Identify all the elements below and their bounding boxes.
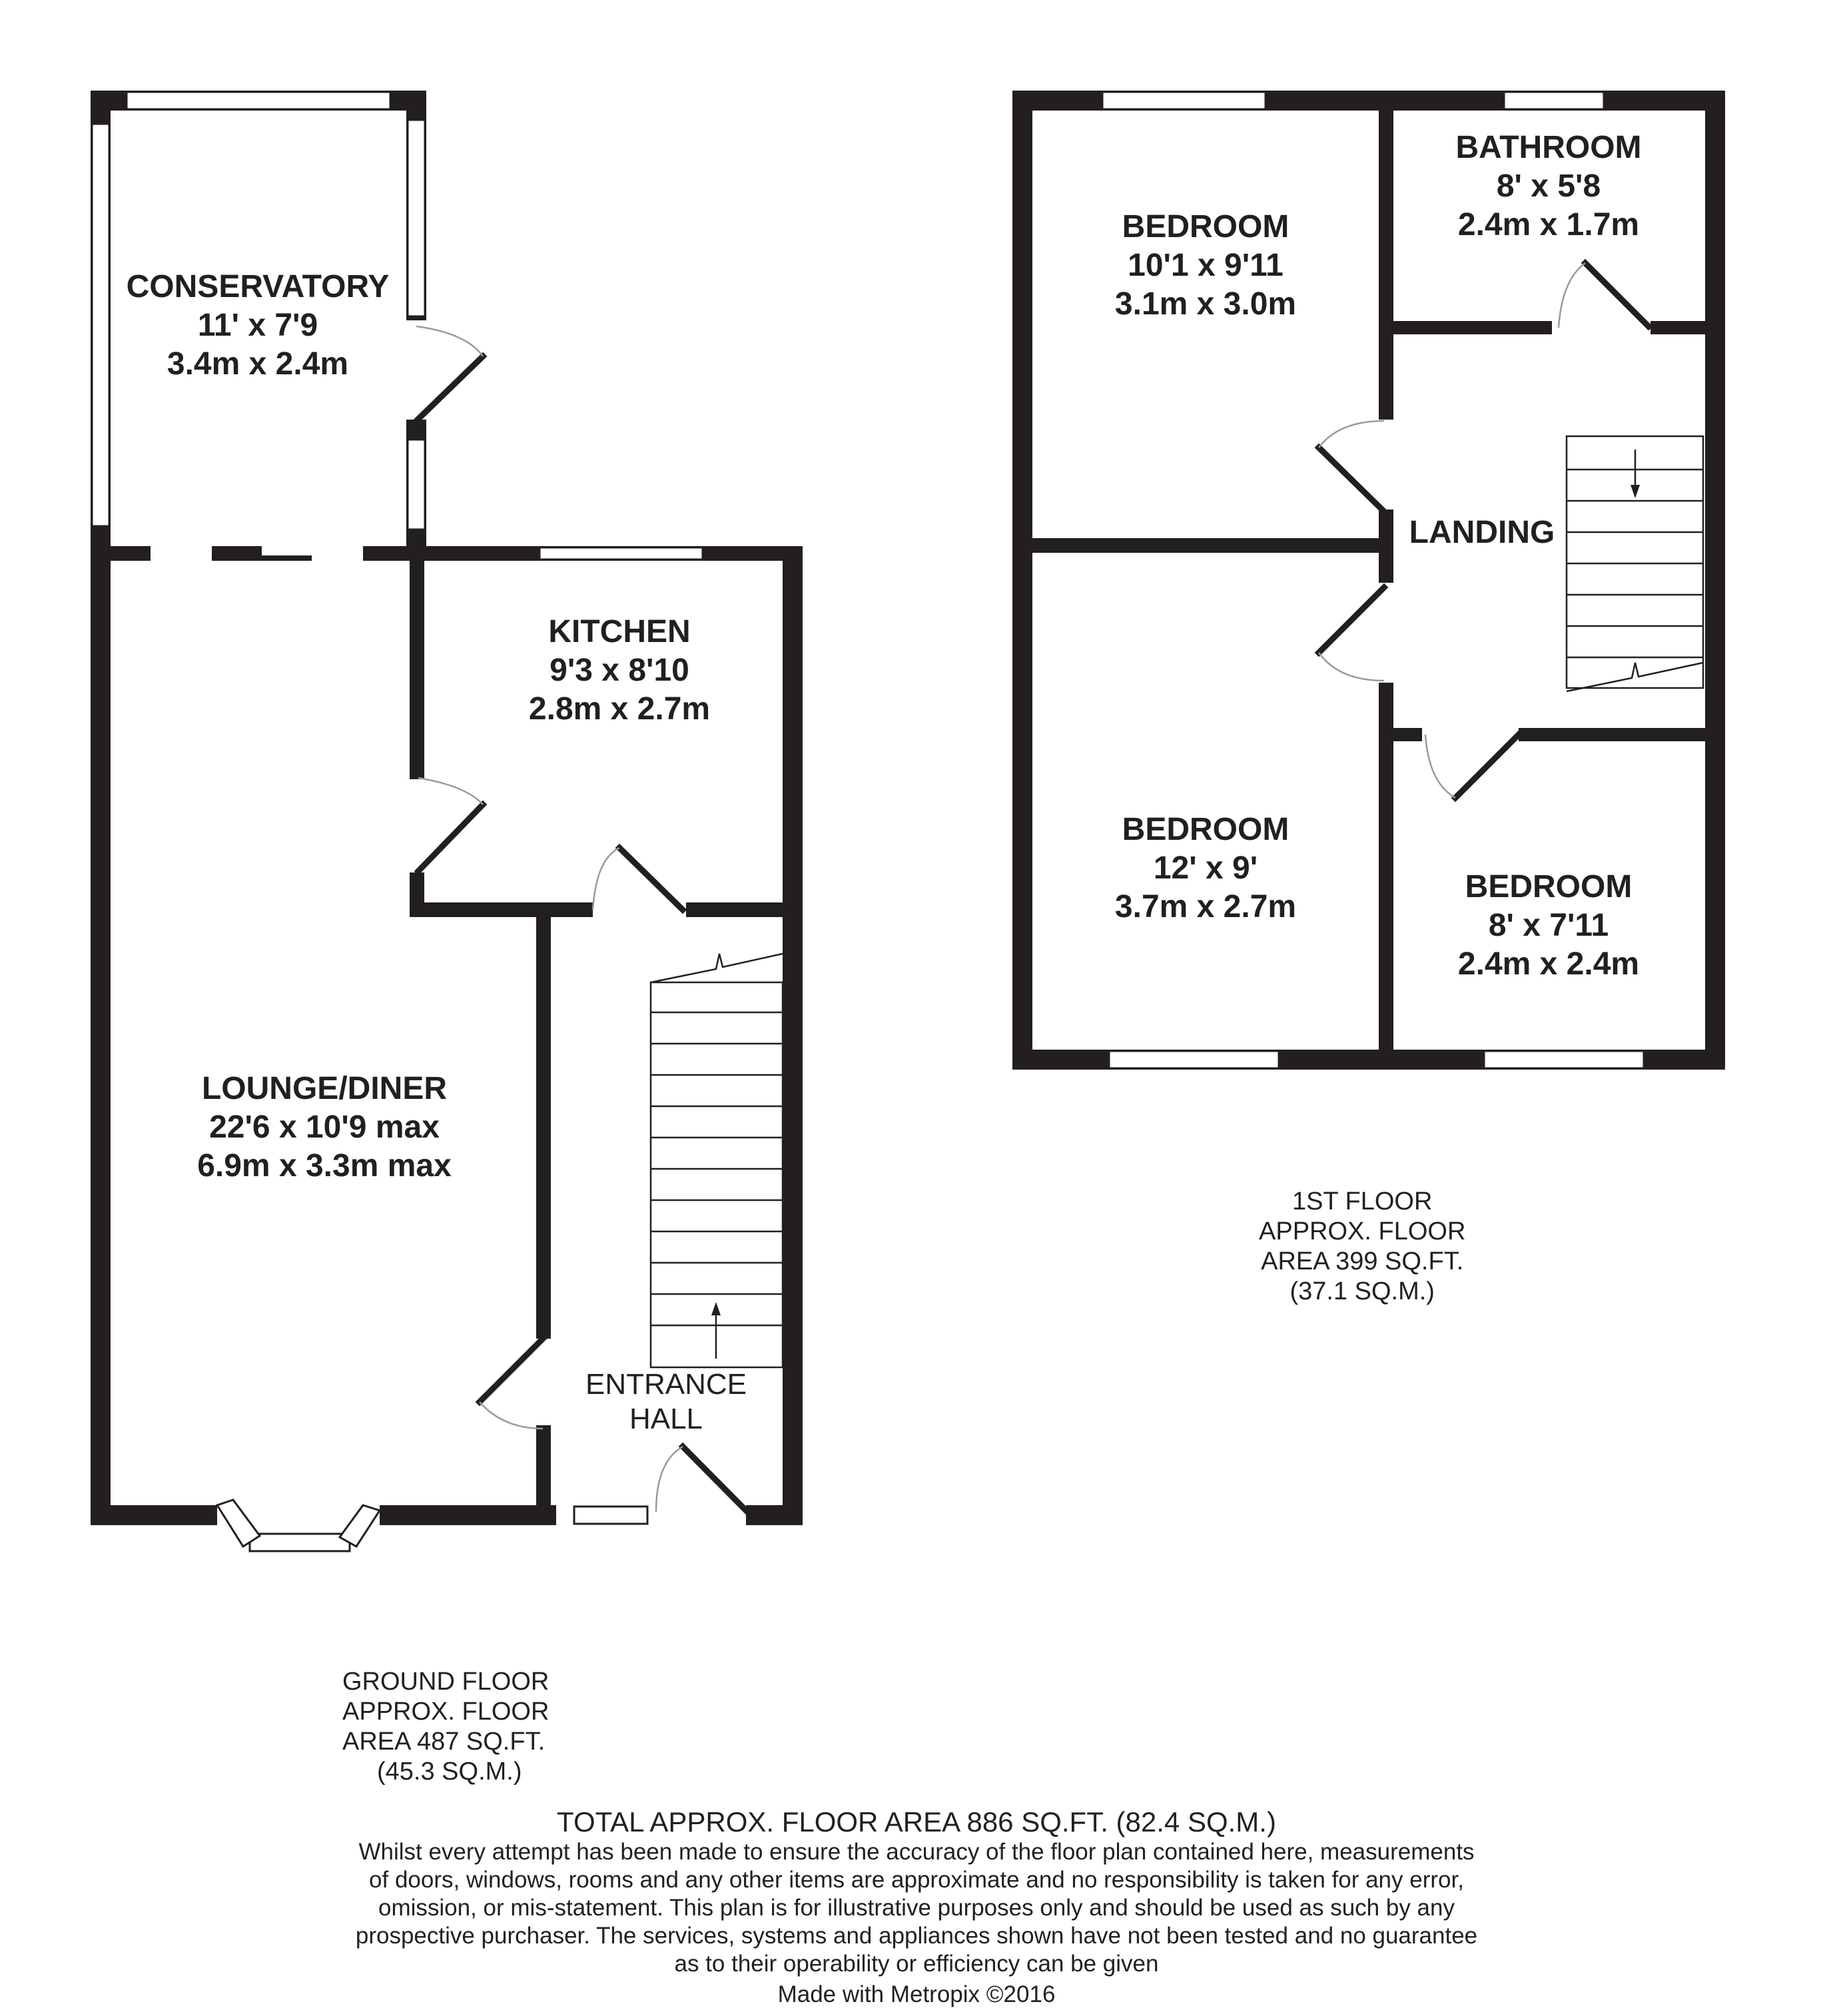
- room-name: KITCHEN: [548, 614, 691, 649]
- floor-name: 1ST FLOOR: [1291, 1187, 1433, 1215]
- room-name: CONSERVATORY: [126, 269, 390, 304]
- window: [574, 1507, 647, 1524]
- bay-window: [250, 1534, 350, 1551]
- window: [1102, 92, 1266, 109]
- disclaimer-line: omission, or mis-statement. This plan is for illustrative purposes only and should be used as such by any: [378, 1895, 1455, 1921]
- wall: [536, 1425, 551, 1525]
- wall: [1519, 728, 1715, 741]
- wall: [91, 1505, 217, 1525]
- window: [1484, 1051, 1644, 1068]
- room-size-metric: 3.4m x 2.4m: [167, 346, 349, 382]
- wall: [1385, 728, 1422, 741]
- room-size-metric: 2.4m x 2.4m: [1457, 946, 1640, 982]
- kitchen-label: [529, 613, 710, 729]
- room-name: HALL: [629, 1403, 703, 1435]
- wall: [746, 1505, 803, 1525]
- room-size-imperial: 8' x 5'8: [1496, 168, 1601, 204]
- floor-area-text: APPROX. FLOOR: [342, 1698, 550, 1726]
- door-leaf: [683, 1447, 746, 1511]
- wall: [410, 546, 424, 779]
- bedroom-label: [1458, 868, 1639, 984]
- wall: [1379, 100, 1393, 420]
- room-name: BEDROOM: [1122, 209, 1289, 244]
- room-name: BEDROOM: [1465, 869, 1633, 904]
- room-size-metric: 6.9m x 3.3m max: [197, 1148, 452, 1183]
- wall: [536, 916, 551, 1339]
- wall: [1012, 91, 1032, 1070]
- room-size-metric: 3.7m x 2.7m: [1114, 889, 1297, 924]
- bedroom-label: [1115, 208, 1296, 324]
- door-leaf: [416, 356, 483, 421]
- disclaimer-line: as to their operability or efficiency can be given: [674, 1951, 1159, 1977]
- room-size-metric: 2.8m x 2.7m: [528, 691, 711, 727]
- floor-name: GROUND FLOOR: [342, 1668, 550, 1696]
- staircase: [651, 954, 783, 1367]
- window: [540, 547, 703, 559]
- credit-line: Made with Metropix ©2016: [777, 1981, 1056, 2007]
- wall: [380, 1505, 556, 1525]
- door-leaf: [1455, 735, 1519, 798]
- room-size-imperial: 11' x 7'9: [197, 308, 318, 343]
- staircase: [1567, 436, 1703, 691]
- room-size-imperial: 10'1 x 9'11: [1128, 248, 1283, 283]
- door-leaf: [480, 1339, 543, 1402]
- door-leaf: [619, 848, 683, 910]
- disclaimer-line: Whilst every attempt has been made to ensure the accuracy of the floor plan contained here, measurements: [358, 1839, 1475, 1865]
- lounge-diner-label: [197, 1070, 452, 1185]
- bay-window: [217, 1500, 260, 1546]
- door-swing-arc: [1319, 421, 1384, 448]
- landing-label: [1409, 513, 1555, 552]
- wall: [91, 546, 111, 1525]
- door-swing-arc: [1425, 735, 1455, 798]
- window: [1109, 1051, 1279, 1068]
- disclaimer: [356, 1838, 1477, 1978]
- wall: [1650, 321, 1714, 334]
- room-name: BEDROOM: [1122, 812, 1289, 847]
- window: [408, 120, 425, 316]
- wall: [1022, 538, 1389, 553]
- floor-area-text: AREA 399 SQ.FT.: [1261, 1247, 1464, 1275]
- room-size-imperial: 8' x 7'11: [1488, 908, 1609, 943]
- room-name: LOUNGE/DINER: [201, 1071, 447, 1106]
- room-size-imperial: 9'3 x 8'10: [550, 653, 689, 688]
- bathroom-label: [1455, 129, 1641, 244]
- disclaimer-line: of doors, windows, rooms and any other items are approximate and no responsibility is taken for any error,: [369, 1867, 1464, 1893]
- wall: [1705, 91, 1725, 1070]
- window: [1504, 92, 1604, 109]
- wall: [1385, 321, 1552, 334]
- room-name: BATHROOM: [1455, 130, 1642, 165]
- floor-area-text: (45.3 SQ.M.): [377, 1758, 522, 1786]
- floor-area-text: (37.1 SQ.M.): [1289, 1277, 1435, 1305]
- wall: [410, 902, 593, 917]
- door-swing-arc: [416, 326, 483, 356]
- room-size-imperial: 12' x 9': [1153, 850, 1258, 886]
- total-floor-area: TOTAL APPROX. FLOOR AREA 886 SQ.FT. (82.4 SQ.M.): [557, 1806, 1276, 1838]
- door-swing-arc: [1319, 653, 1384, 681]
- door-swing-arc: [418, 778, 483, 805]
- wall: [783, 546, 803, 1525]
- ground-floor-area-note: [342, 1667, 549, 1787]
- door-swing-arc: [656, 1447, 683, 1512]
- room-size-imperial: 22'6 x 10'9 max: [209, 1110, 440, 1145]
- entrance-hall-label: [585, 1367, 747, 1437]
- window: [127, 92, 390, 109]
- door-leaf: [1319, 587, 1384, 653]
- room-size-metric: 3.1m x 3.0m: [1114, 286, 1297, 322]
- door-swing-arc: [480, 1402, 543, 1429]
- wall: [686, 902, 793, 917]
- conservatory-label: [127, 268, 390, 384]
- sliding-door: [253, 555, 312, 561]
- bay-window: [340, 1505, 380, 1546]
- floor-area-text: AREA 487 SQ.FT.: [342, 1728, 546, 1756]
- bedroom-label: [1115, 811, 1296, 926]
- room-size-metric: 2.4m x 1.7m: [1457, 207, 1640, 242]
- room-name: LANDING: [1409, 515, 1555, 550]
- disclaimer-line: prospective purchaser. The services, systems and appliances shown have not been tested and no guarantee: [355, 1923, 1478, 1949]
- window: [92, 124, 109, 526]
- floor-area-text: APPROX. FLOOR: [1259, 1217, 1466, 1245]
- door-leaf: [1319, 448, 1384, 511]
- door-swing-arc: [1559, 263, 1585, 328]
- door-leaf: [418, 805, 483, 871]
- window: [408, 440, 425, 529]
- first-floor-area-note: [1259, 1187, 1465, 1307]
- door-swing-arc: [593, 848, 619, 910]
- room-name: ENTRANCE: [585, 1368, 747, 1401]
- door-leaf: [1585, 263, 1649, 326]
